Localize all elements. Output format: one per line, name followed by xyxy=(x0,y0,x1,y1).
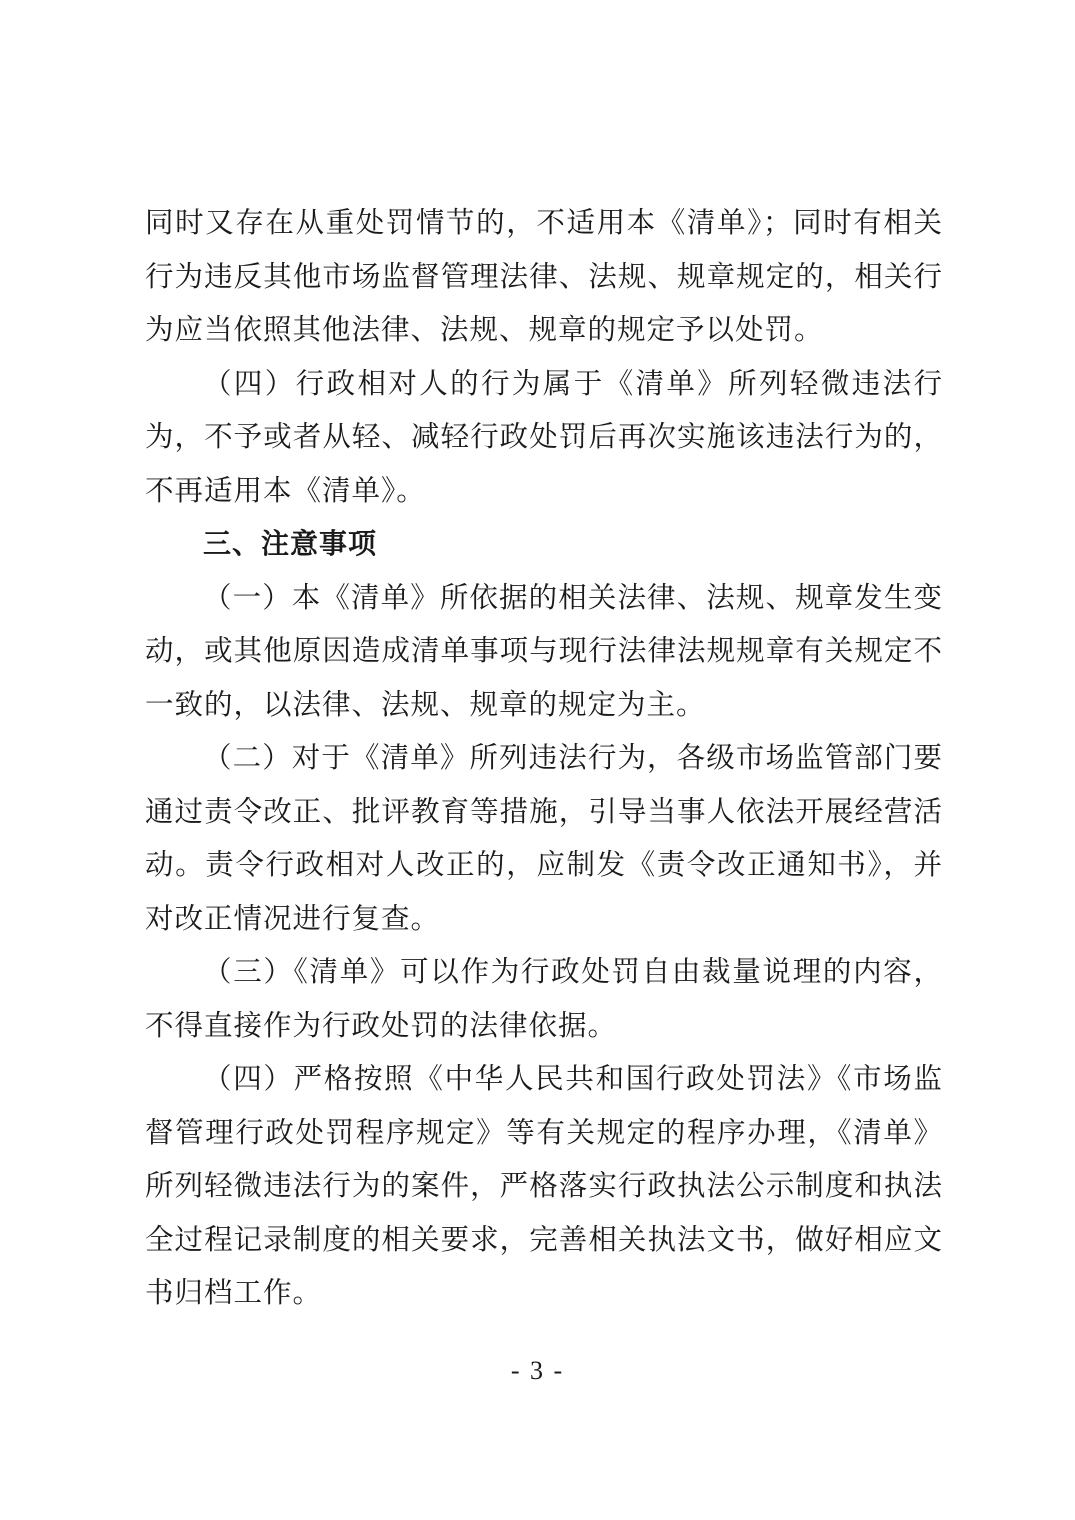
note-item-3: （三）《清单》可以作为行政处罚自由裁量说理的内容，不得直接作为行政处罚的法律依据。 xyxy=(145,955,943,1042)
paragraph-item-4: （四）行政相对人的行为属于《清单》所列轻微违法行为，不予或者从轻、减轻行政处罚后再次实施该违法行为的，不再适用本《清单》。 xyxy=(145,366,943,507)
document-body xyxy=(145,196,943,1320)
note-item-4: （四）严格按照《中华人民共和国行政处罚法》《市场监督管理行政处罚程序规定》等有关规定的程序办理，《清单》所列轻微违法行为的案件，严格落实行政执法公示制度和执法全过程记录制度的相关要求，完善相关执法文书，做好相应文书归档工作。 xyxy=(145,1062,943,1309)
page-number: - 3 - xyxy=(510,1356,565,1385)
section-heading: 三、注意事项 xyxy=(203,527,378,560)
note-item-1: （一）本《清单》所依据的相关法律、法规、规章发生变动，或其他原因造成清单事项与现行法律法规规章有关规定不一致的，以法律、法规、规章的规定为主。 xyxy=(145,580,943,721)
note-item-2: （二）对于《清单》所列违法行为，各级市场监管部门要通过责令改正、批评教育等措施，引导当事人依法开展经营活动。责令行政相对人改正的，应制发《责令改正通知书》，并对改正情况进行复查。 xyxy=(145,741,943,935)
paragraph-continuation: 同时又存在从重处罚情节的，不适用本《清单》；同时有相关行为违反其他市场监督管理法律、法规、规章规定的，相关行为应当依照其他法律、法规、规章的规定予以处罚。 xyxy=(145,206,943,346)
